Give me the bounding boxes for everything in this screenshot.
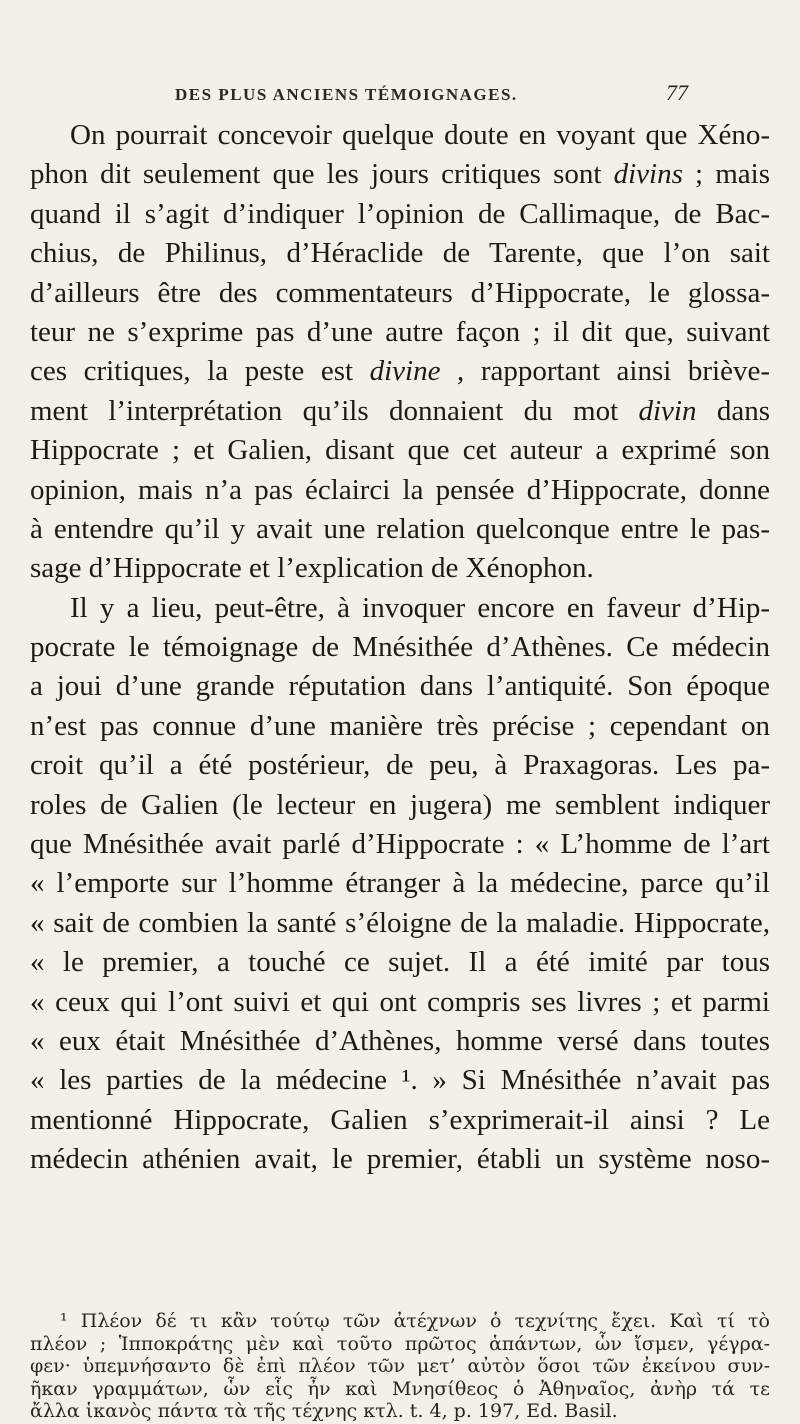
- text-line: « ceux qui l’ont suivi et qui ont compris ses livres ; et parmi: [30, 985, 770, 1018]
- text-line: chius, de Philinus, d’Héraclide de Tarente, que l’on sait: [30, 237, 770, 270]
- text-line: roles de Galien (le lecteur en jugera) me semblent indiquer: [30, 788, 770, 821]
- text-line: mentionné Hippocrate, Galien s’exprimerait-il ainsi ? Le: [30, 1103, 770, 1136]
- footnote-line: ῆκαν γραμμάτων, ὧν εἷς ἦν καὶ Μνησίθεος ὁ Ἀθηναῖος, ἀνὴρ τά τε: [30, 1377, 770, 1400]
- text-line: Hippocrate ; et Galien, disant que cet auteur a exprimé son: [30, 434, 770, 467]
- page-number: 77: [666, 80, 688, 105]
- running-head: DES PLUS ANCIENS TÉMOIGNAGES.: [175, 85, 518, 104]
- footnote-line: ἄλλα ἱκανὸς πάντα τὰ τῆς τέχνης κτλ. t. 4, p. 197, Ed. Basil.: [30, 1400, 618, 1422]
- text-line: quand il s’agit d’indiquer l’opinion de Callimaque, de Bac-: [30, 197, 770, 230]
- text-line: On pourrait concevoir quelque doute en voyant que Xéno-: [70, 119, 770, 151]
- text-line: ces critiques, la peste est divine , rapportant ainsi briève-: [30, 355, 770, 388]
- footnote-line: φεν· ὑπεμνήσαντο δὲ ἐπὶ πλέον τῶν μετ’ αὐτὸν ὅσοι τῶν ἐκείνου συν-: [30, 1355, 770, 1377]
- text-line: ment l’interprétation qu’ils donnaient du mot divin dans: [30, 394, 770, 427]
- text-line: a joui d’une grande réputation dans l’antiquité. Son époque: [30, 670, 770, 703]
- text-line: opinion, mais n’a pas éclairci la pensée d’Hippocrate, donne: [30, 473, 770, 506]
- text-line: que Mnésithée avait parlé d’Hippocrate : « L’homme de l’art: [30, 828, 770, 861]
- text-line: phon dit seulement que les jours critiques sont divins ; mais: [30, 158, 770, 191]
- footnote-line: ¹ Πλέον δέ τι κἂν τούτῳ τῶν ἀτέχνων ὁ τεχνίτης ἔχει. Καὶ τί τὸ: [60, 1310, 770, 1332]
- text-line: « sait de combien la santé s’éloigne de la maladie. Hippocrate,: [30, 906, 770, 939]
- text-line: « les parties de la médecine ¹. » Si Mnésithée n’avait pas: [30, 1064, 770, 1097]
- text-line: croit qu’il a été postérieur, de peu, à Praxagoras. Les pa-: [30, 749, 770, 782]
- text-line: d’ailleurs être des commentateurs d’Hippocrate, le glossa-: [30, 276, 770, 309]
- text-line: sage d’Hippocrate et l’explication de Xénophon.: [30, 552, 594, 585]
- text-line: Il y a lieu, peut-être, à invoquer encore en faveur d’Hip-: [70, 591, 770, 624]
- text-line: à entendre qu’il y avait une relation quelconque entre le pas-: [30, 512, 770, 545]
- text-line: « eux était Mnésithée d’Athènes, homme versé dans toutes: [30, 1024, 770, 1057]
- text-line: teur ne s’exprime pas d’une autre façon ; il dit que, suivant: [30, 315, 770, 348]
- body-text: [30, 116, 770, 1180]
- text-line: n’est pas connue d’une manière très précise ; cependant on: [30, 709, 770, 742]
- text-line: médecin athénien avait, le premier, établi un système noso-: [30, 1143, 770, 1176]
- footnote: [30, 1310, 770, 1423]
- text-line: « le premier, a touché ce sujet. Il a été imité par tous: [30, 946, 770, 979]
- text-line: « l’emporte sur l’homme étranger à la médecine, parce qu’il: [30, 867, 770, 900]
- footnote-line: πλέον ; Ἱπποκράτης μὲν καὶ τοῦτο πρῶτος ἁπάντων, ὧν ἴσμεν, γέγρα-: [30, 1332, 770, 1355]
- text-line: pocrate le témoignage de Mnésithée d’Athènes. Ce médecin: [30, 631, 770, 664]
